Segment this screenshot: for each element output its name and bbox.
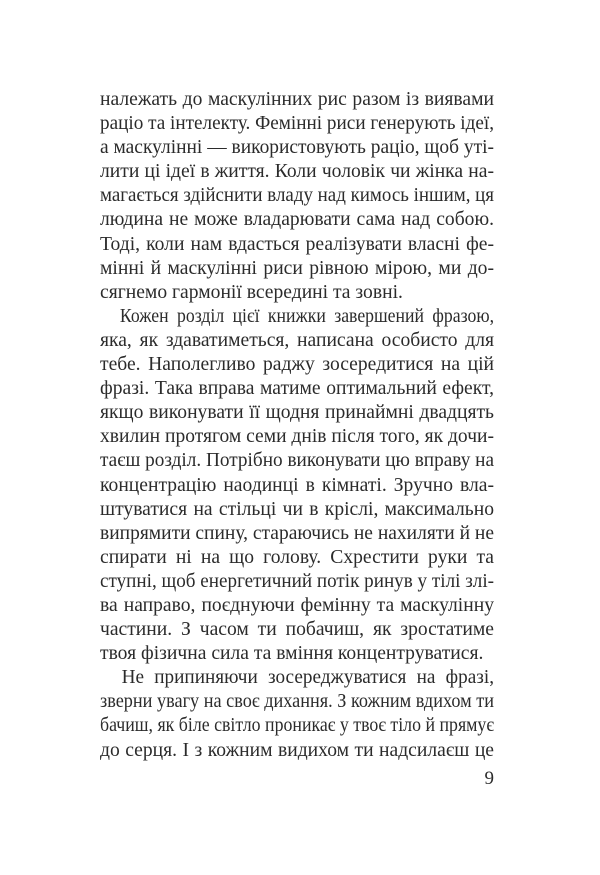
text-line: магається здійснити владу над кимось іншим, ця: [100, 185, 495, 207]
text-line: концентрацію наодинці в кімнаті. Зручно вла-: [100, 474, 494, 496]
text-line: Тоді, коли нам вдасться реалізувати власні фе-: [100, 233, 494, 255]
text-line: хвилин протягом семи днів після того, як дочи-: [100, 426, 494, 448]
body-text: [100, 88, 494, 763]
text-line: бачиш, як біле світло проникає у твоє тіло й прямує: [100, 715, 495, 737]
text-line: випрямити спину, стараючись не нахиляти й не: [100, 522, 495, 544]
text-line: належать до маскулінних рис разом із виявами: [100, 89, 494, 110]
text-line: Не припиняючи зосереджуватися на фразі,: [121, 667, 495, 689]
text-line: тебе. Наполегливо раджу зосередитися на цій: [100, 354, 494, 376]
text-line: фразі. Така вправа матиме оптимальний ефект,: [100, 378, 494, 400]
text-line: а маскулінні — використовують раціо, щоб уті-: [100, 137, 495, 159]
paragraph-3: [100, 666, 494, 762]
paragraph-2: [100, 305, 494, 666]
text-line: яка, як здаватиметься, написана особисто для: [100, 329, 494, 351]
text-line: людина не може владарювати сама над собою.: [100, 209, 494, 231]
text-line: таєш розділ. Потрібно виконувати цю вправу на: [100, 450, 495, 472]
text-line: раціо та інтелекту. Фемінні риси генерують ідеї,: [100, 113, 495, 135]
text-line: лити ці ідеї в життя. Коли чоловік чи жінка на-: [100, 161, 494, 183]
text-line: ва направо, поєднуючи фемінну та маскулінну: [100, 594, 494, 616]
text-line: сягнемо гармонії всередині та зовні.: [100, 281, 403, 303]
text-line: спирати ні на що голову. Схрестити руки та: [100, 546, 494, 568]
page-number: 9: [484, 768, 494, 789]
text-line: якщо виконувати її щодня принаймні двадцять: [100, 402, 494, 424]
text-line: до серця. І з кожним видихом ти надсилаєш це: [100, 739, 494, 761]
text-line: твоя фізична сила та вміння концентруватися.: [100, 643, 484, 665]
text-line: зверни увагу на своє дихання. З кожним вдихом ти: [100, 691, 494, 713]
text-line: частини. З часом ти побачиш, як зростатиме: [100, 619, 494, 641]
text-line: Кожен розділ цієї книжки завершений фразою,: [119, 305, 495, 327]
paragraph-1: [100, 88, 494, 305]
text-line: штуватися на стільці чи в кріслі, максимально: [100, 498, 494, 520]
text-line: ступні, щоб енергетичний потік ринув у тілі злі-: [100, 570, 495, 592]
text-line: мінні й маскулінні риси рівною мірою, ми до-: [100, 257, 494, 279]
